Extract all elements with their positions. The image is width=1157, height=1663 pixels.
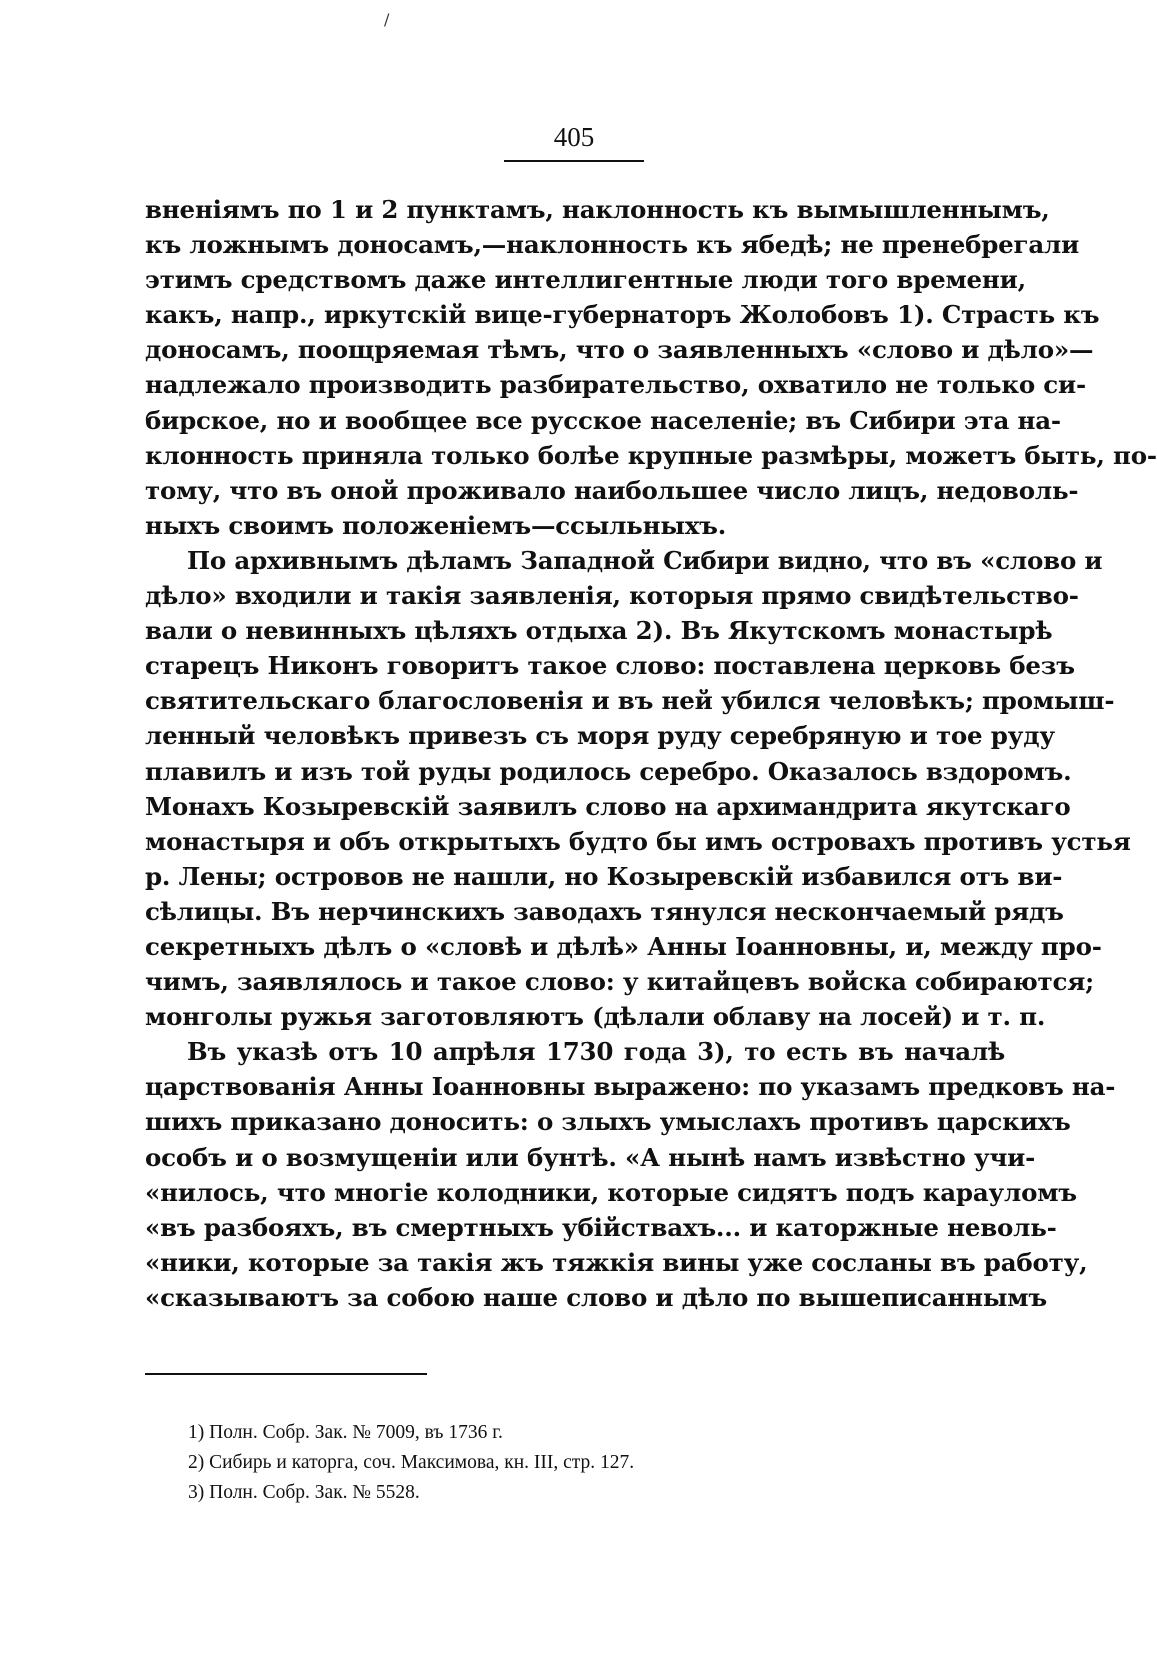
text-line: святительскаго благословенія и въ ней убился человѣкъ; промыш- — [145, 686, 1115, 716]
text-line: плавилъ и изъ той руды родилось серебро. Оказалось вздоромъ. — [145, 756, 1072, 786]
text-line: шихъ приказано доносить: о злыхъ умыслахъ противъ царскихъ — [145, 1107, 1071, 1137]
paragraph-2 — [145, 543, 1131, 1034]
text-line: тому, что въ оной проживало наибольшее число лицъ, недоволь- — [145, 475, 1079, 505]
text-line: царствованія Анны Іоанновны выражено: по указамъ предковъ на- — [145, 1072, 1116, 1102]
footnote-1: 1) Полн. Собр. Зак. № 7009, въ 1736 г. — [188, 1422, 503, 1443]
text-line: старецъ Никонъ говоритъ такое слово: поставлена церковь безъ — [145, 651, 1075, 681]
text-line: этимъ средствомъ даже интеллигентные люди того времени, — [145, 265, 1026, 295]
text-line: доносамъ, поощряемая тѣмъ, что о заявленныхъ «слово и дѣло»— — [145, 335, 1094, 365]
text-line: монастыря и объ открытыхъ будто бы имъ островахъ противъ устья — [145, 826, 1131, 856]
text-line: къ ложнымъ доносамъ,—наклонность къ ябедѣ; не пренебрегали — [145, 230, 1080, 260]
text-line: Монахъ Козыревскій заявилъ слово на архимандрита якутскаго — [145, 791, 1071, 821]
text-line: «въ разбояхъ, въ смертныхъ убійствахъ... и каторжные неволь- — [145, 1212, 1057, 1242]
text-line: надлежало производить разбирательство, охватило не только си- — [145, 370, 1086, 400]
text-line: вненіямъ по 1 и 2 пунктамъ, наклонность къ вымышленнымъ, — [145, 195, 1050, 224]
footnotes — [188, 1418, 948, 1508]
text-line: ныхъ своимъ положеніемъ—ссыльныхъ. — [145, 510, 727, 540]
text-line: «сказываютъ за собою наше слово и дѣло по вышеписаннымъ — [145, 1282, 1047, 1312]
footnote-rule — [145, 1373, 427, 1375]
text-line: ленный человѣкъ привезъ съ моря руду серебряную и тое руду — [145, 721, 1055, 751]
text-line: клонность приняла только болѣе крупные размѣры, можетъ быть, по- — [145, 440, 1157, 470]
text-line: чимъ, заявлялось и такое слово: у китайцевъ войска собираются; — [145, 967, 1094, 997]
page-number-rule — [504, 160, 644, 162]
footnote-3: 3) Полн. Собр. Зак. № 5528. — [188, 1482, 420, 1503]
text-line: секретныхъ дѣлъ о «словѣ и дѣлѣ» Анны Іоанновны, и, между про- — [145, 931, 1102, 961]
page-number: 405 — [553, 122, 595, 152]
body-text — [145, 192, 1157, 1315]
footnote-2: 2) Сибирь и каторга, соч. Максимова, кн. III, стр. 127. — [188, 1452, 635, 1473]
page-mark: / — [384, 10, 390, 29]
text-line: дѣло» входили и такія заявленія, которыя прямо свидѣтельство- — [145, 581, 1079, 611]
text-line: По архивнымъ дѣламъ Западной Сибири видно, что въ «слово и — [187, 545, 1103, 575]
paragraph-3 — [145, 1034, 1116, 1315]
text-line: р. Лены; островов не нашли, но Козыревскій избавился отъ ви- — [145, 861, 1063, 891]
text-line: какъ, напр., иркутскій вице-губернаторъ Жолобовъ 1). Страсть къ — [145, 300, 1100, 330]
text-line: вали о невинныхъ цѣляхъ отдыха 2). Въ Якутскомъ монастырѣ — [145, 616, 1053, 646]
text-line: «нилось, что многіе колодники, которые сидятъ подъ карауломъ — [145, 1177, 1077, 1207]
paragraph-1 — [145, 192, 1157, 543]
text-line: монголы ружья заготовляютъ (дѣлали облаву на лосей) и т. п. — [145, 1002, 1046, 1032]
text-line: особъ и о возмущеніи или бунтѣ. «А нынѣ намъ извѣстно учи- — [145, 1142, 1036, 1172]
text-line: Въ указѣ отъ 10 апрѣля 1730 года 3), то есть въ началѣ — [187, 1037, 1005, 1067]
text-line: «ники, которые за такія жъ тяжкія вины уже сосланы въ работу, — [145, 1247, 1088, 1277]
text-line: бирское, но и вообщее все русское населеніе; въ Сибири эта на- — [145, 405, 1061, 435]
text-line: сѣлицы. Въ нерчинскихъ заводахъ тянулся нескончаемый рядъ — [145, 896, 1064, 926]
